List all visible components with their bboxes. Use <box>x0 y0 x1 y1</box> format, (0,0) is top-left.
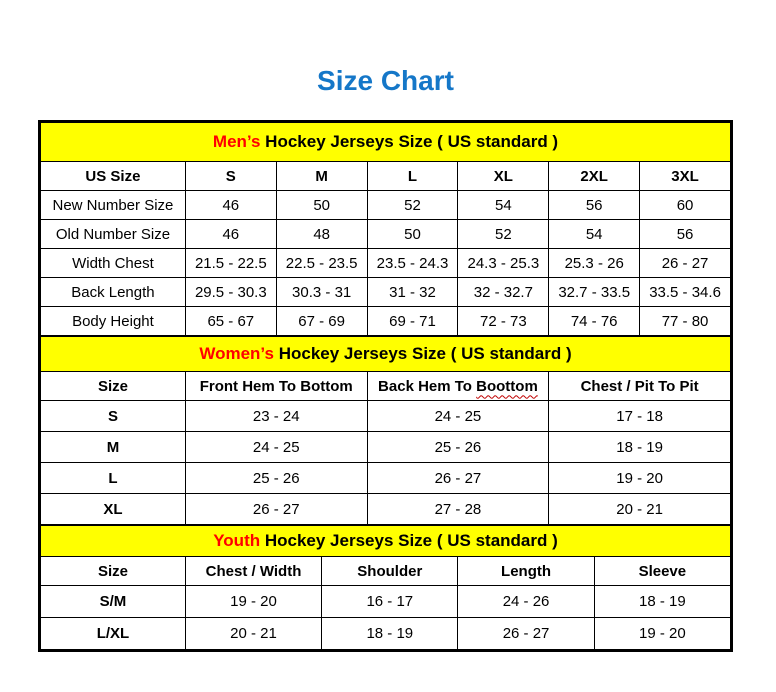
column-header: Chest / Width <box>185 557 321 586</box>
cell-value: 21.5 - 22.5 <box>185 249 276 278</box>
cell-value: 33.5 - 34.6 <box>640 278 731 307</box>
column-header: Front Hem To Bottom <box>185 372 367 401</box>
cell-value: 19 - 20 <box>185 586 321 618</box>
table-row <box>41 401 731 432</box>
cell-value: 20 - 21 <box>185 618 321 650</box>
cell-value: 74 - 76 <box>549 307 640 336</box>
row-label: L/XL <box>41 618 186 650</box>
banner-text: Hockey Jerseys Size ( US standard ) <box>273 344 572 363</box>
table-row <box>41 249 731 278</box>
column-header: L <box>367 162 458 191</box>
cell-value: 52 <box>367 191 458 220</box>
table-row <box>41 586 731 618</box>
cell-value: 16 - 17 <box>322 586 458 618</box>
column-header: Size <box>41 372 186 401</box>
cell-value: 60 <box>640 191 731 220</box>
cell-value: 65 - 67 <box>185 307 276 336</box>
cell-value: 30.3 - 31 <box>276 278 367 307</box>
column-header: Chest / Pit To Pit <box>549 372 731 401</box>
cell-value: 72 - 73 <box>458 307 549 336</box>
cell-value: 77 - 80 <box>640 307 731 336</box>
mens-banner <box>41 123 731 162</box>
column-header: US Size <box>41 162 186 191</box>
cell-value: 56 <box>549 191 640 220</box>
womens-banner <box>41 337 731 372</box>
row-label: Body Height <box>41 307 186 336</box>
banner-row <box>41 123 731 162</box>
row-label: Width Chest <box>41 249 186 278</box>
cell-value: 20 - 21 <box>549 494 731 525</box>
cell-value: 25 - 26 <box>367 432 549 463</box>
cell-value: 24 - 25 <box>185 432 367 463</box>
column-header: Back Hem To Boottom <box>367 372 549 401</box>
row-label: Back Length <box>41 278 186 307</box>
cell-value: 50 <box>276 191 367 220</box>
row-label: L <box>41 463 186 494</box>
cell-value: 19 - 20 <box>549 463 731 494</box>
table-row <box>41 463 731 494</box>
row-label: S/M <box>41 586 186 618</box>
cell-value: 26 - 27 <box>367 463 549 494</box>
cell-value: 18 - 19 <box>549 432 731 463</box>
cell-value: 17 - 18 <box>549 401 731 432</box>
cell-value: 19 - 20 <box>594 618 730 650</box>
cell-value: 24 - 25 <box>367 401 549 432</box>
cell-value: 23.5 - 24.3 <box>367 249 458 278</box>
cell-value: 46 <box>185 220 276 249</box>
table-row <box>41 307 731 336</box>
cell-value: 50 <box>367 220 458 249</box>
table-row <box>41 618 731 650</box>
misspelled-word: Boottom <box>476 377 538 395</box>
cell-value: 26 - 27 <box>458 618 594 650</box>
cell-value: 52 <box>458 220 549 249</box>
header-row <box>41 557 731 586</box>
header-row <box>41 372 731 401</box>
cell-value: 27 - 28 <box>367 494 549 525</box>
cell-value: 67 - 69 <box>276 307 367 336</box>
row-label: XL <box>41 494 186 525</box>
table-row <box>41 494 731 525</box>
table-row <box>41 220 731 249</box>
cell-value: 69 - 71 <box>367 307 458 336</box>
womens-size-table <box>40 336 731 525</box>
cell-value: 25 - 26 <box>185 463 367 494</box>
cell-value: 22.5 - 23.5 <box>276 249 367 278</box>
header-row <box>41 162 731 191</box>
cell-value: 23 - 24 <box>185 401 367 432</box>
banner-highlight: Youth <box>213 531 261 550</box>
banner-highlight: Men’s <box>212 132 261 151</box>
cell-value: 32.7 - 33.5 <box>549 278 640 307</box>
banner-highlight: Women’s <box>199 344 274 363</box>
page-title: Size Chart <box>317 65 454 96</box>
row-label: M <box>41 432 186 463</box>
cell-value: 24.3 - 25.3 <box>458 249 549 278</box>
cell-value: 18 - 19 <box>322 618 458 650</box>
column-header: 3XL <box>640 162 731 191</box>
cell-value: 24 - 26 <box>458 586 594 618</box>
row-label: S <box>41 401 186 432</box>
column-header: XL <box>458 162 549 191</box>
banner-row <box>41 337 731 372</box>
mens-size-table <box>40 122 731 336</box>
cell-value: 54 <box>458 191 549 220</box>
cell-value: 18 - 19 <box>594 586 730 618</box>
cell-value: 31 - 32 <box>367 278 458 307</box>
table-row <box>41 278 731 307</box>
cell-value: 32 - 32.7 <box>458 278 549 307</box>
cell-value: 26 - 27 <box>640 249 731 278</box>
column-header: 2XL <box>549 162 640 191</box>
cell-value: 48 <box>276 220 367 249</box>
cell-value: 26 - 27 <box>185 494 367 525</box>
youth-size-table <box>40 525 731 650</box>
cell-value: 56 <box>640 220 731 249</box>
column-header: S <box>185 162 276 191</box>
column-header: Shoulder <box>322 557 458 586</box>
cell-value: 29.5 - 30.3 <box>185 278 276 307</box>
cell-value: 46 <box>185 191 276 220</box>
banner-text: Hockey Jerseys Size ( US standard ) <box>260 531 558 550</box>
column-header: Length <box>458 557 594 586</box>
row-label: New Number Size <box>41 191 186 220</box>
cell-value: 25.3 - 26 <box>549 249 640 278</box>
banner-text: Hockey Jerseys Size ( US standard ) <box>260 132 559 151</box>
column-header: Sleeve <box>594 557 730 586</box>
banner-row <box>41 526 731 557</box>
row-label: Old Number Size <box>41 220 186 249</box>
youth-banner <box>41 526 731 557</box>
column-header: M <box>276 162 367 191</box>
table-row <box>41 191 731 220</box>
size-chart-tables <box>38 120 733 652</box>
column-header: Size <box>41 557 186 586</box>
table-row <box>41 432 731 463</box>
cell-value: 54 <box>549 220 640 249</box>
